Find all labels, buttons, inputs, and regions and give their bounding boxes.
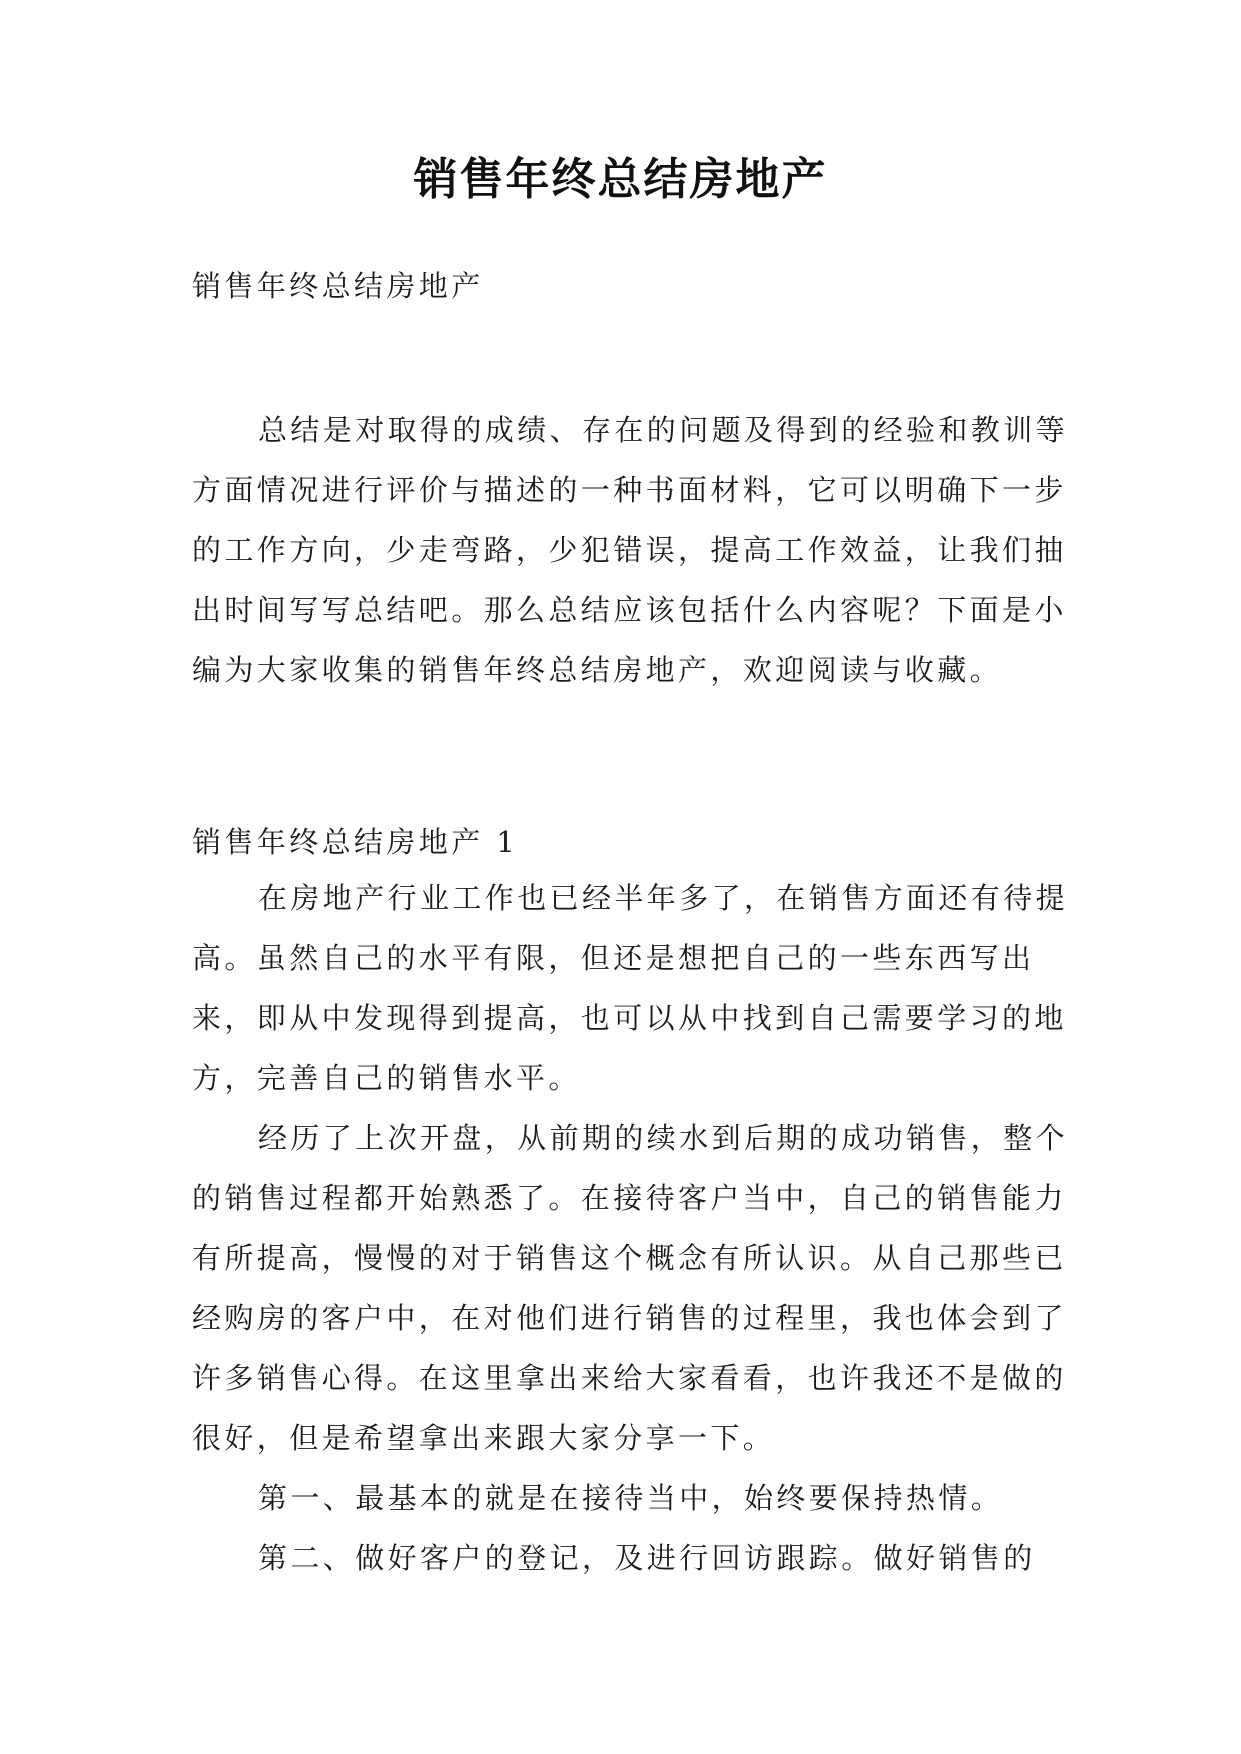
section-heading: 销售年终总结房地产 1 — [192, 825, 519, 859]
paragraph-4: 第二、做好客户的登记，及进行回访跟踪。做好销售的 — [258, 1541, 1036, 1575]
document-title: 销售年终总结房地产 — [413, 154, 828, 205]
paragraph-1: 在房地产行业工作也已经半年多了，在销售方面还有待提高。虽然自己的水平有限，但还是想把自己的一些东西写出来，即从中发现得到提高，也可以从中找到自己需要学习的地方，完善自己的销售水平。 — [192, 881, 1069, 1095]
intro-paragraph: 总结是对取得的成绩、存在的问题及得到的经验和教训等方面情况进行评价与描述的一种书面材料，它可以明确下一步的工作方向，少走弯路，少犯错误，提高工作效益，让我们抽出时间写写总结吧。那么总结应该包括什么内容呢？下面是小编为大家收集的销售年终总结房地产，欢迎阅读与收藏。 — [192, 413, 1069, 687]
paragraph-3: 第一、最基本的就是在接待当中，始终要保持热情。 — [258, 1481, 1004, 1515]
paragraph-2: 经历了上次开盘，从前期的续水到后期的成功销售，整个的销售过程都开始熟悉了。在接待客户当中，自己的销售能力有所提高，慢慢的对于销售这个概念有所认识。从自己那些已经购房的客户中，在对他们进行销售的过程里，我也体会到了许多销售心得。在这里拿出来给大家看看，也许我还不是做的很好，但是希望拿出来跟大家分享一下。 — [192, 1121, 1069, 1455]
section-content — [192, 868, 1072, 1588]
document-subtitle: 销售年终总结房地产 — [192, 269, 484, 303]
